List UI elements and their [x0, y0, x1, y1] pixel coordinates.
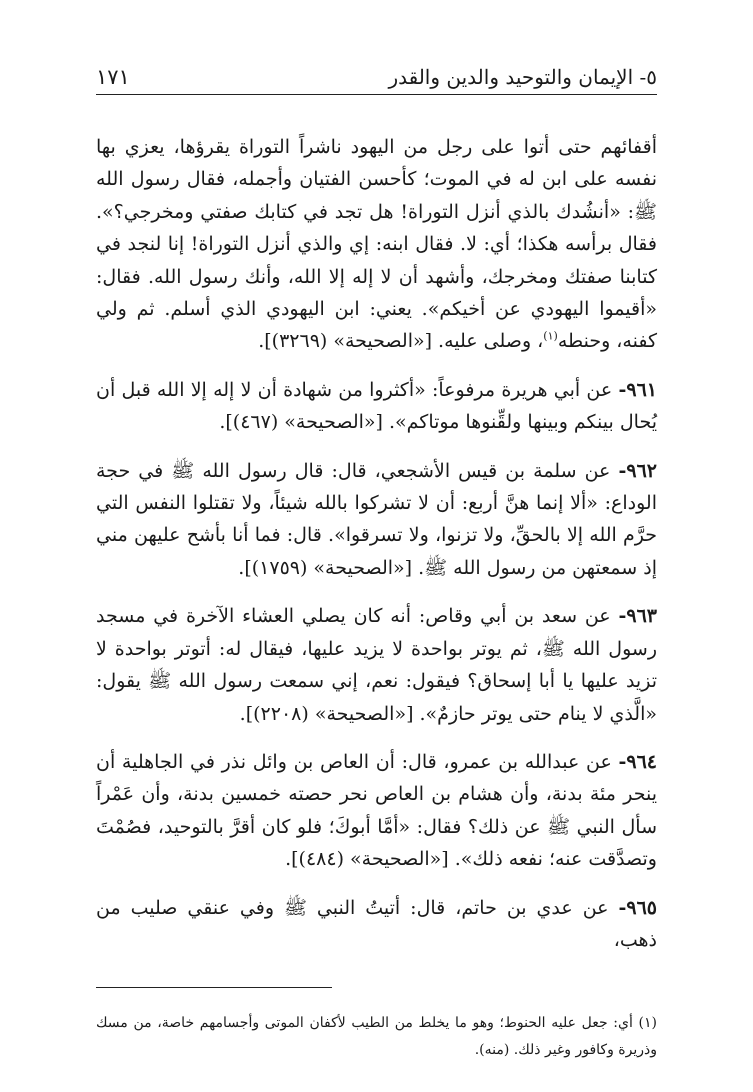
main-text	[96, 131, 657, 972]
hadith-962	[96, 455, 657, 585]
hadith-963	[96, 600, 657, 730]
hadith-number: ٩٦٢-	[618, 459, 657, 482]
paragraph-text: أقفائهم حتى أتوا على رجل من اليهود ناشراً التوراة يقرؤها، يعزي بها نفسه على ابن له في الموت؛ كأحسن الفتيان وأجمله، فقال رسول الله ﷺ: «أنشُدك بالذي أنزل التوراة! هل تجد في كتابك صفتي ومخرجي؟». فقال برأسه هكذا؛ أي: لا. فقال ابنه: إي والذي أنزل التوراة! إنا لنجد في كتابنا صفتك ومخرجك، وأشهد أن لا إله إلا الله، وأنك رسول الله. فقال: «أقيموا اليهودي عن أخيكم». يعني: ابن اليهودي الذي أسلم. ثم ولي كفنه، وحنطه	[96, 136, 657, 353]
hadith-number: ٩٦٤-	[618, 750, 658, 773]
paragraph-continuation	[96, 131, 657, 358]
hadith-number: ٩٦١-	[618, 378, 657, 401]
hadith-number: ٩٦٣-	[618, 605, 657, 628]
paragraph-text: عن عبدالله بن عمرو، قال: أن العاص بن وائل نذر في الجاهلية أن ينحر مئة بدنة، وأن هشام بن العاص نحر حصته خمسين بدنة، وأن عَمْراً سأل النبي ﷺ عن ذلك؟ فقال: «أمَّا أبوكَ؛ فلو كان أقرَّ بالتوحيد، فصُمْتَ وتصدَّقت عنه؛ نفعه ذلك». [«الصحيحة» (٤٨٤)].	[96, 750, 657, 871]
paragraph-text: عن سلمة بن قيس الأشجعي، قال: قال رسول الله ﷺ في حجة الوداع: «ألا إنما هنَّ أربع: أن لا تشركوا بالله شيئاً، ولا تقتلوا النفس التي حرَّم الله إلا بالحقِّ، ولا تزنوا، ولا تسرقوا». قال: فما أنا بأشح عليهن مني إذ سمعتهن من رسول الله ﷺ. [«الصحيحة» (١٧٥٩)].	[96, 459, 657, 579]
footnote-divider	[96, 987, 332, 988]
footnote-text: (١) أي: جعل عليه الحنوط؛ وهو ما يخلط من الطيب لأكفان الموتى وأجسامهم خاصة، من مسك وذريرة وكافور وغير ذلك. (منه).	[96, 1015, 657, 1058]
footnote	[96, 1010, 657, 1064]
page-number: ١٧١	[96, 65, 130, 89]
paragraph-text: عن أبي هريرة مرفوعاً: «أكثروا من شهادة أن لا إله إلا الله قبل أن يُحال بينكم وبينها ولقِّنوها موتاكم». [«الصحيحة» (٤٦٧)].	[96, 378, 657, 434]
footnote-reference[interactable]: (١)	[543, 330, 558, 344]
paragraph-tail: ، وصلى عليه. [«الصحيحة» (٣٢٦٩)].	[258, 330, 544, 353]
paragraph-text: عن سعد بن أبي وقاص: أنه كان يصلي العشاء الآخرة في مسجد رسول الله ﷺ، ثم يوتر بواحدة لا يزيد عليها، فيقال له: أتوتر بواحدة لا تزيد عليها يا أبا إسحاق؟ فيقول: نعم، إني سمعت رسول الله ﷺ يقول: «الَّذي لا ينام حتى يوتر حازمٌ». [«الصحيحة» (٢٢٠٨)].	[96, 605, 657, 725]
hadith-965	[96, 892, 657, 957]
paragraph-text: عن عدي بن حاتم، قال: أتيتُ النبي ﷺ وفي عنقي صليب من ذهب،	[96, 896, 657, 951]
hadith-961	[96, 374, 657, 439]
hadith-number: ٩٦٥-	[618, 896, 657, 919]
running-header	[96, 60, 657, 95]
hadith-964	[96, 746, 657, 876]
chapter-title: ٥- الإيمان والتوحيد والدين والقدر	[388, 65, 657, 89]
